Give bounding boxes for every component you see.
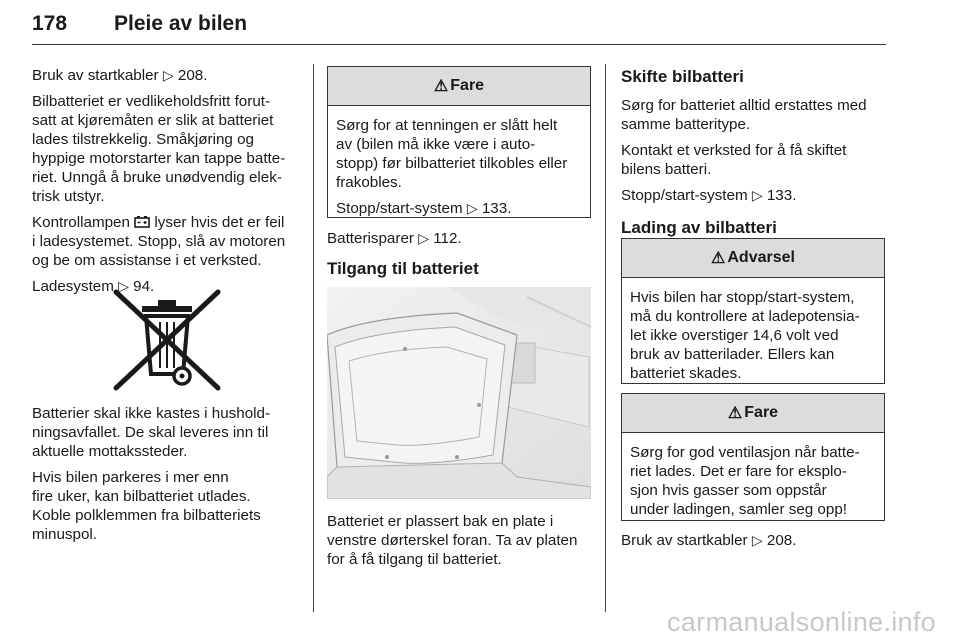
battery-warning-icon <box>134 215 150 228</box>
page-ref-arrow-icon: ▷ <box>466 200 478 216</box>
heading-lading: Lading av bilbatteri <box>621 218 777 237</box>
page-ref[interactable]: 208. <box>177 67 208 84</box>
middle-column-text <box>327 229 599 288</box>
door-sill-illustration <box>327 287 591 499</box>
header-rule <box>32 44 886 45</box>
paragraph-avfall: Batterier skal ikke kastes i hushold- ningsavfallet. De skal leveres inn til aktuelle mottakssteder. <box>32 405 271 460</box>
right-column <box>621 66 891 247</box>
heading-skifte: Skifte bilbatteri <box>621 67 744 86</box>
warning-triangle-icon: ⚠ <box>711 250 726 267</box>
paragraph-kontrollampe: Kontrollampen lyser hvis det er feil i ladesystemet. Stopp, slå av motoren og be om assistanse i et verksted. <box>32 214 286 269</box>
paragraph-vedlikehold: Bilbatteriet er vedlikeholdsfritt forut- satt at kjøremåten er slik at batteriet lades tilstrekkelig. Småkjøring og hyppige motorstarter kan tappe batte- riet. Unngå å bruke unødvendig elek- trisk utstyr. <box>32 93 286 205</box>
page-ref[interactable]: 94. <box>133 278 155 295</box>
page-ref[interactable]: 133. <box>481 200 512 217</box>
danger-box-2-header: ⚠ Fare <box>622 394 884 433</box>
paragraph-ladesystem: Ladesystem ▷ 94. <box>32 278 155 295</box>
danger-box-header: ⚠ Fare <box>328 67 590 106</box>
paragraph-parkering: Hvis bilen parkeres i mer enn fire uker, kan bilbatteriet utlades. Koble polklemmen fra bilbatteriets minuspol. <box>32 469 261 543</box>
page-ref[interactable]: 112. <box>433 230 462 247</box>
paragraph-plassering: Batteriet er plassert bak en plate i venstre dørterskel foran. Ta av platen for å få tilgang til batteriet. <box>327 513 578 568</box>
right-column-lower <box>621 531 891 557</box>
column-divider-2 <box>605 64 606 612</box>
middle-column-lower <box>327 512 599 576</box>
page-ref-arrow-icon: ▷ <box>418 230 429 246</box>
page-ref-arrow-icon: ▷ <box>118 278 129 294</box>
heading-tilgang: Tilgang til batteriet <box>327 259 479 278</box>
column-divider-1 <box>313 64 314 612</box>
paragraph-stoppstart: Stopp/start-system ▷ 133. <box>621 187 797 204</box>
page-ref-arrow-icon: ▷ <box>751 187 763 203</box>
paragraph-startkabler: Bruk av startkabler ▷ 208. <box>32 67 208 84</box>
danger-box-body: Sørg for at tenningen er slått helt av (bilen må ikke være i auto- stopp) før bilbatteriet tilkobles eller frakobles. Stopp/start-system ▷ 133. <box>336 117 568 217</box>
watermark: carmanualsonline.info <box>667 607 936 637</box>
warning-box <box>621 238 885 384</box>
page-ref[interactable]: 208. <box>766 532 797 549</box>
warning-box-body: Hvis bilen har stopp/start-system, må du kontrollere at ladepotensia- let ikke overstiger 14,6 volt ved bruk av batterilader. Ellers kan batteriet skades. <box>630 289 860 382</box>
paragraph-batterisparer: Batterisparer ▷ 112. <box>327 230 462 247</box>
paragraph-startkabler-2: Bruk av startkabler ▷ 208. <box>621 532 797 549</box>
crossed-bin-icon <box>112 288 222 392</box>
warning-box-header: ⚠ Advarsel <box>622 239 884 278</box>
page-title: Pleie av bilen <box>114 12 248 35</box>
left-column-lower <box>32 404 304 551</box>
danger-box <box>327 66 591 218</box>
warning-triangle-icon: ⚠ <box>727 405 743 422</box>
danger-box-2 <box>621 393 885 521</box>
warning-triangle-icon: ⚠ <box>433 78 449 95</box>
danger-box-2-body: Sørg for god ventilasjon når batte- riet lades. Det er fare for eksplo- sjon hvis gasser som oppstår under ladingen, samler seg opp! <box>630 444 860 518</box>
left-column <box>32 66 304 303</box>
page-ref-arrow-icon: ▷ <box>751 532 763 548</box>
paragraph-batteritype: Sørg for batteriet alltid erstattes med samme batteritype. <box>621 97 867 133</box>
page-ref[interactable]: 133. <box>766 187 797 204</box>
paragraph-verksted: Kontakt et verksted for å få skiftet bilens batteri. <box>621 142 847 178</box>
page-ref-arrow-icon: ▷ <box>162 67 174 83</box>
page-number: 178 <box>32 12 68 35</box>
